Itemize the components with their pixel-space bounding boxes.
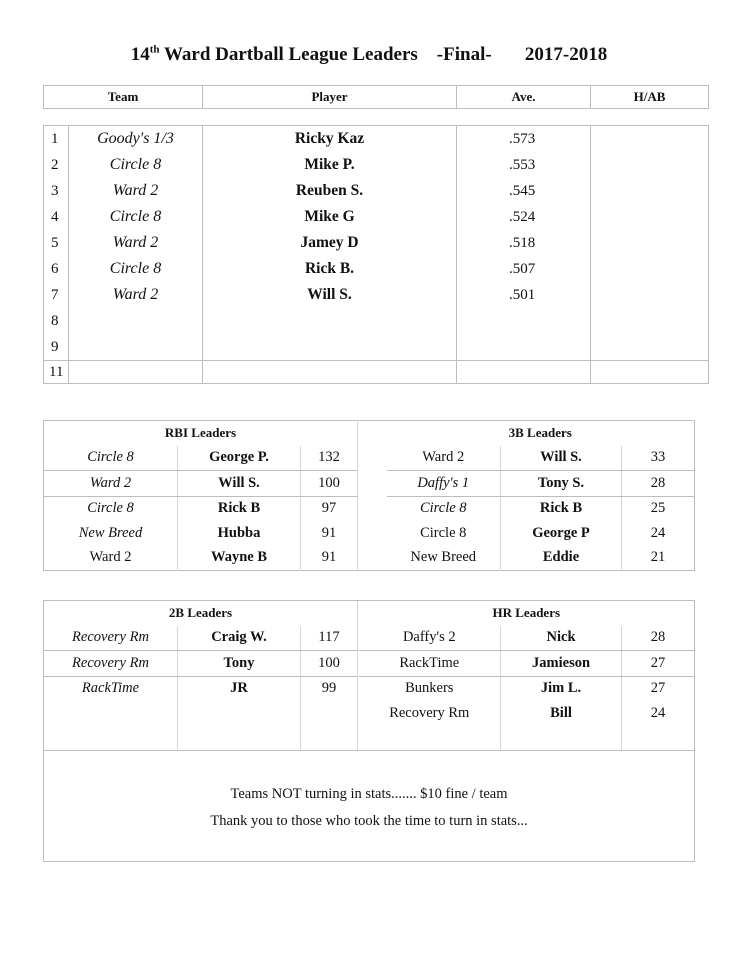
- hab-cell: [591, 230, 709, 256]
- hab-cell: [591, 308, 709, 334]
- rbi-player-cell: Will S.: [178, 471, 301, 497]
- homeruns-heading: HR Leaders: [359, 601, 695, 626]
- table-row: [44, 178, 709, 204]
- rank-cell: 2: [44, 152, 69, 178]
- homeruns-value-cell: 27: [622, 651, 695, 677]
- table-row: [44, 152, 709, 178]
- triples-team-cell: New Breed: [410, 549, 477, 566]
- average-cell: .573: [457, 126, 591, 153]
- average-cell: [457, 361, 591, 384]
- doubles-player-cell: JR: [178, 676, 301, 701]
- rank-cell: 6: [44, 256, 69, 282]
- rank-cell: 9: [44, 334, 69, 361]
- doubles-team-cell: [44, 726, 178, 751]
- rank-cell: 8: [44, 308, 69, 334]
- average-cell: .545: [457, 178, 591, 204]
- panel-gap: [358, 446, 387, 471]
- hab-cell: [591, 178, 709, 204]
- rank-cell: 5: [44, 230, 69, 256]
- rbi-team-cell: Ward 2: [44, 471, 178, 497]
- panel-gap: [358, 421, 387, 446]
- homeruns-player-cell: Jim L.: [501, 676, 622, 701]
- doubles-player-cell: Craig W.: [178, 626, 301, 651]
- homeruns-player-cell: Nick: [501, 626, 622, 651]
- average-cell: .553: [457, 152, 591, 178]
- rank-cell: 1: [44, 126, 69, 153]
- average-cell: .501: [457, 282, 591, 308]
- doubles-team-cell: Recovery Rm: [44, 626, 178, 651]
- page-title: [0, 44, 738, 66]
- triples-heading: 3B Leaders: [508, 425, 572, 441]
- triples-team-cell: Ward 2: [387, 446, 501, 471]
- rbi-player-cell: Hubba: [178, 521, 301, 546]
- table-row: [44, 230, 709, 256]
- hab-cell: [591, 282, 709, 308]
- panel-gap: [358, 496, 387, 521]
- footer-row: [44, 751, 695, 808]
- triples-value-cell: 24: [622, 521, 695, 546]
- player-cell: Rick B.: [203, 256, 457, 282]
- team-cell: [69, 334, 203, 361]
- homeruns-team-cell: Recovery Rm: [389, 704, 470, 721]
- triples-team-cell: Daffy's 1: [387, 471, 501, 497]
- triples-value-cell: 21: [622, 546, 695, 571]
- leader-row: [44, 701, 695, 726]
- hab-cell: [591, 361, 709, 384]
- triples-player-cell: George P: [501, 521, 622, 546]
- homeruns-team-cell: Daffy's 2: [359, 626, 501, 651]
- team-cell: [69, 308, 203, 334]
- fine-note: Teams NOT turning in stats....... $10 fine / team: [44, 751, 695, 808]
- hab-cell: [591, 256, 709, 282]
- player-cell: Mike P.: [203, 152, 457, 178]
- title-superscript: th: [149, 43, 160, 56]
- header-ave: Ave.: [457, 86, 591, 109]
- triples-player-cell: Will S.: [501, 446, 622, 471]
- leader-row: [44, 676, 695, 701]
- team-cell: Circle 8: [69, 152, 203, 178]
- leader-row: [44, 626, 695, 651]
- homeruns-team-cell: Bunkers: [405, 680, 454, 697]
- player-cell: Mike G: [203, 204, 457, 230]
- triples-value-cell: 28: [622, 471, 695, 497]
- rank-cell: 3: [44, 178, 69, 204]
- doubles-value-cell: [301, 701, 358, 726]
- rbi-value-cell: 91: [301, 521, 358, 546]
- hab-cell: [591, 126, 709, 153]
- team-cell: Circle 8: [69, 204, 203, 230]
- doubles-heading: 2B Leaders: [44, 601, 358, 626]
- rbi-player-cell: George P.: [178, 446, 301, 471]
- homeruns-team-cell: RackTime: [359, 651, 501, 677]
- doubles-player-cell: Tony: [178, 651, 301, 677]
- hab-cell: [591, 334, 709, 361]
- team-cell: Goody's 1/3: [69, 126, 203, 153]
- rbi-player-cell: Rick B: [178, 496, 301, 521]
- triples-value-cell: 25: [622, 496, 695, 521]
- rbi-team-cell: New Breed: [78, 524, 143, 541]
- homeruns-player-cell: Jamieson: [501, 651, 622, 677]
- table-row: [44, 334, 709, 361]
- homeruns-value-cell: 28: [622, 626, 695, 651]
- rbi-value-cell: 100: [301, 471, 358, 497]
- header-player: Player: [203, 86, 457, 109]
- team-cell: Ward 2: [69, 282, 203, 308]
- rbi-team-cell: Circle 8: [87, 500, 134, 517]
- triples-player-cell: Tony S.: [501, 471, 622, 497]
- triples-player-cell: Rick B: [501, 496, 622, 521]
- homeruns-player-cell: Bill: [501, 701, 622, 726]
- table-row: [44, 126, 709, 153]
- leader-row: [44, 496, 695, 521]
- team-cell: Ward 2: [69, 230, 203, 256]
- panel-gap: [358, 546, 387, 571]
- homeruns-value-cell: [622, 726, 695, 751]
- rbi-heading: RBI Leaders: [164, 425, 237, 441]
- doubles-player-cell: [178, 726, 301, 751]
- doubles-player-cell: [178, 701, 301, 726]
- doubles-value-cell: 99: [301, 676, 358, 701]
- player-cell: [203, 308, 457, 334]
- average-leaders-table: [43, 125, 709, 384]
- table-row: [44, 282, 709, 308]
- doubles-team-cell: Recovery Rm: [44, 651, 178, 677]
- rbi-team-cell: Circle 8: [44, 446, 178, 471]
- average-cell: .507: [457, 256, 591, 282]
- homeruns-player-cell: [501, 726, 622, 751]
- leader-row: [44, 446, 695, 471]
- hab-cell: [591, 152, 709, 178]
- average-cell: [457, 308, 591, 334]
- leader-row: [44, 651, 695, 677]
- column-header-table: [43, 85, 709, 109]
- homeruns-team-cell: [359, 726, 501, 751]
- average-cell: .518: [457, 230, 591, 256]
- rbi-value-cell: 97: [301, 496, 358, 521]
- rbi-value-cell: 132: [301, 446, 358, 471]
- panel-gap: [358, 471, 387, 497]
- team-cell: Circle 8: [69, 256, 203, 282]
- team-cell: [69, 361, 203, 384]
- table-row: [44, 256, 709, 282]
- player-cell: Will S.: [203, 282, 457, 308]
- leader-row: [44, 471, 695, 497]
- doubles-value-cell: 117: [301, 626, 358, 651]
- 2b-hr-leaders-panel: [43, 600, 695, 862]
- player-cell: [203, 334, 457, 361]
- hab-cell: [591, 204, 709, 230]
- triples-team-cell: Circle 8: [419, 500, 467, 517]
- rbi-team-cell: Ward 2: [89, 549, 132, 566]
- rbi-value-cell: 91: [301, 546, 358, 571]
- rank-cell: 11: [44, 361, 69, 384]
- player-cell: Reuben S.: [203, 178, 457, 204]
- team-cell: Ward 2: [69, 178, 203, 204]
- doubles-team-cell: RackTime: [44, 676, 178, 701]
- rank-cell: 4: [44, 204, 69, 230]
- doubles-value-cell: 100: [301, 651, 358, 677]
- triples-player-cell: Eddie: [501, 546, 622, 571]
- rank-cell: 7: [44, 282, 69, 308]
- average-cell: [457, 334, 591, 361]
- leader-row: [44, 726, 695, 751]
- player-cell: [203, 361, 457, 384]
- rbi-player-cell: Wayne B: [178, 546, 301, 571]
- average-cell: .524: [457, 204, 591, 230]
- footer-row: [44, 807, 695, 862]
- header-team: Team: [44, 86, 203, 109]
- triples-value-cell: 33: [622, 446, 695, 471]
- leader-row: [44, 521, 695, 546]
- rbi-3b-leaders-panel: [43, 420, 695, 571]
- title-rest: Ward Dartball League Leaders -Final- 2017-2018: [159, 44, 608, 65]
- panel-gap: [358, 521, 387, 546]
- player-cell: Jamey D: [203, 230, 457, 256]
- doubles-team-cell: [44, 701, 178, 726]
- leader-row: [44, 546, 695, 571]
- thanks-note: Thank you to those who took the time to turn in stats...: [44, 807, 695, 862]
- header-hab: H/AB: [591, 86, 709, 109]
- triples-team-cell: Circle 8: [420, 524, 467, 541]
- table-row: [44, 204, 709, 230]
- title-prefix: 14: [130, 44, 150, 65]
- table-row: [44, 361, 709, 384]
- doubles-value-cell: [301, 726, 358, 751]
- player-cell: Ricky Kaz: [203, 126, 457, 153]
- table-row: [44, 308, 709, 334]
- homeruns-value-cell: 27: [622, 676, 695, 701]
- homeruns-value-cell: 24: [622, 701, 695, 726]
